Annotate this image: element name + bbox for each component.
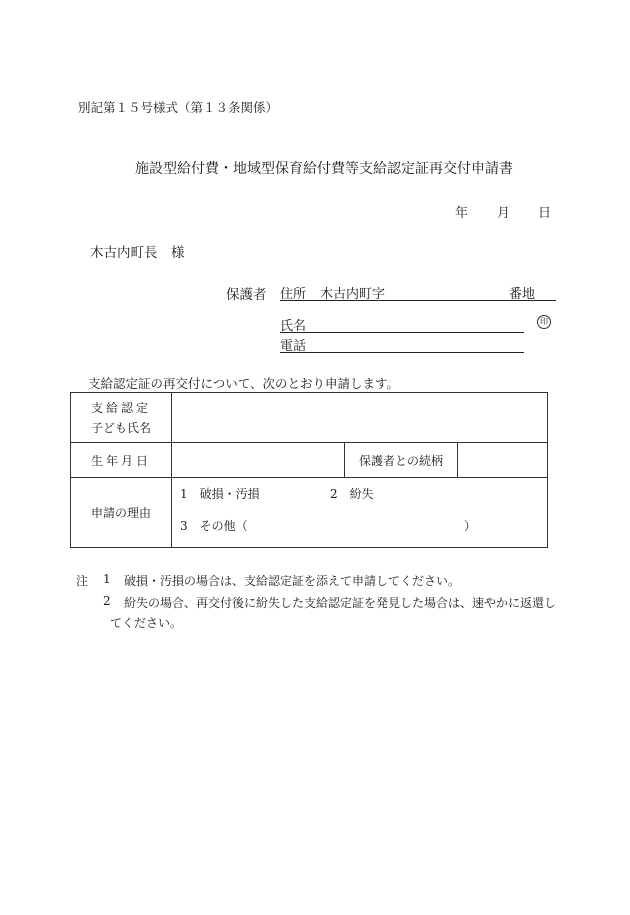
child-name-label-line2: 子ども氏名	[90, 420, 151, 435]
reason-option-3-close: ）	[464, 519, 477, 533]
phone-label: 電話	[280, 339, 307, 354]
address-label: 住所	[280, 287, 307, 302]
address-prefix: 木古内町字	[320, 287, 386, 302]
relation-label: 保護者との続柄	[345, 443, 458, 478]
relation-input[interactable]	[458, 443, 548, 478]
reason-options[interactable]	[172, 478, 548, 548]
notes-marker: 注	[76, 574, 89, 588]
child-name-label-cell	[71, 393, 172, 443]
date-month: 月	[497, 206, 511, 221]
document-title: 施設型給付費・地域型保育給付費等支給認定証再交付申請書	[135, 161, 513, 177]
address-suffix: 番地	[509, 287, 536, 302]
date-year: 年	[455, 206, 469, 221]
note-2-text-line2: てください。	[110, 616, 183, 630]
name-field[interactable]	[280, 315, 524, 333]
application-table	[70, 392, 548, 548]
note-2-text-line1: 紛失の場合、再交付後に紛失した支給認定証を発見した場合は、速やかに返還し	[124, 596, 557, 610]
date-day: 日	[538, 206, 552, 221]
note-1-text: 破損・汚損の場合は、支給認定証を添えて申請してください。	[124, 574, 461, 588]
reason-label: 申請の理由	[71, 478, 172, 548]
birthdate-input[interactable]	[172, 443, 345, 478]
birthdate-label: 生年月日	[71, 443, 172, 478]
address-field[interactable]	[280, 283, 556, 301]
reason-option-3[interactable]: 3 その他（	[180, 519, 248, 533]
phone-field[interactable]	[280, 335, 524, 353]
name-label: 氏名	[280, 319, 307, 334]
child-name-label-line1: 支給認定	[90, 400, 151, 415]
addressee: 木古内町長 様	[90, 245, 185, 261]
form-code: 別記第１５号様式（第１３条関係）	[78, 100, 279, 115]
note-2-number: 2	[103, 594, 111, 608]
note-1-number: 1	[103, 572, 111, 586]
reason-option-2[interactable]: 2 紛失	[330, 487, 374, 501]
guardian-label: 保護者	[226, 287, 267, 303]
reason-option-1[interactable]: 1 破損・汚損	[180, 487, 260, 501]
lead-text: 支給認定証の再交付について、次のとおり申請します。	[88, 376, 400, 391]
seal-mark: 印	[537, 315, 551, 329]
child-name-input[interactable]	[172, 393, 548, 443]
